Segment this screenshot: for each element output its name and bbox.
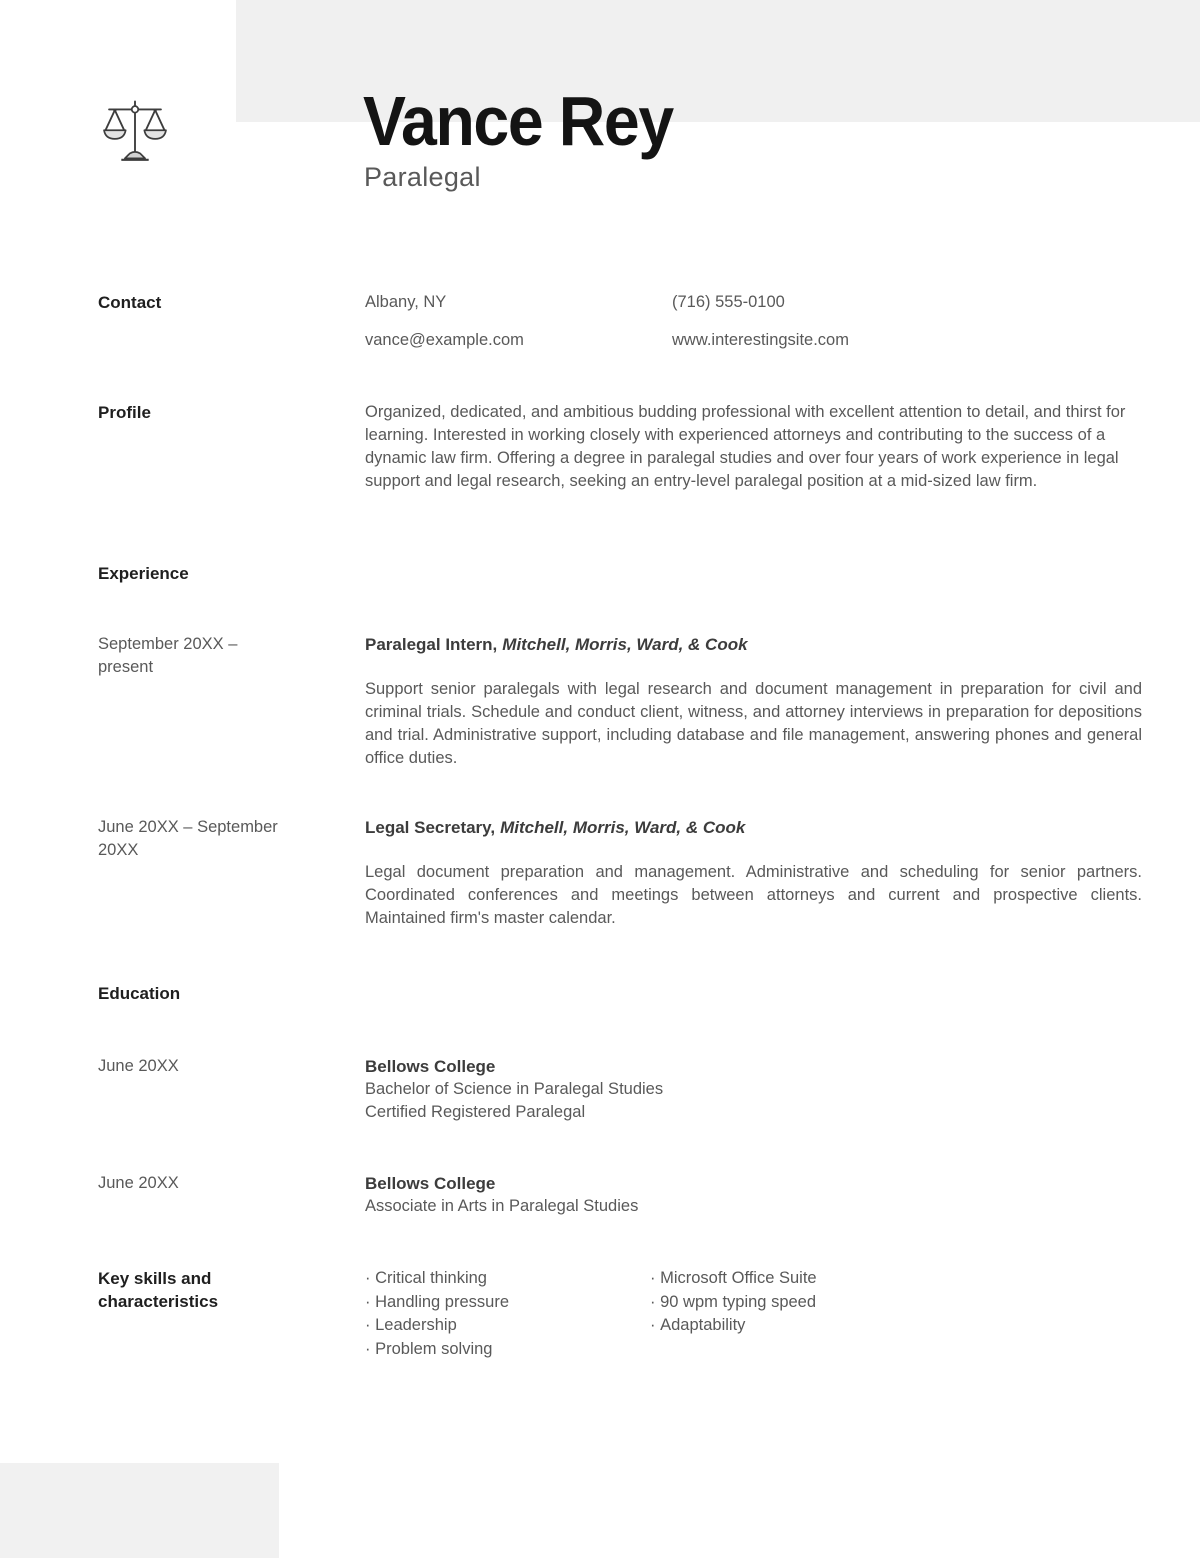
education-section-label: Education [98,984,181,1003]
experience-entry [98,633,1142,770]
profile-section-label: Profile [98,403,151,422]
job-role: Legal Secretary, [365,818,496,837]
skill-item: · Problem solving [365,1338,650,1362]
education-school: Bellows College [365,1174,496,1193]
skills-list-column-1 [365,1267,650,1361]
profile-section [98,401,1142,493]
skills-section-label: Key skills and characteristics [98,1269,219,1311]
education-entry [98,1055,1142,1124]
job-dates: June 20XX – September 20XX [98,818,278,859]
job-description: Support senior paralegals with legal research and document management in preparation for civil and criminal trials. Schedule and conduct client, witness, and attorney interviews in preparation for depositions and trial. Administrative support, including database and file management, answering phones and general office duties. [365,680,1142,767]
profile-summary: Organized, dedicated, and ambitious budding professional with excellent attention to detail, and thirst for learning. Interested in working closely with experienced attorneys and contributing to the success of a dynamic law firm. Offering a degree in paralegal studies and over four years of work experience in legal support and legal research, seeking an entry-level paralegal position at a mid-sized law firm. [365,403,1126,490]
education-date: June 20XX [98,1174,179,1192]
contact-email: vance@example.com [365,331,524,349]
education-degree: Bachelor of Science in Paralegal Studies [365,1080,664,1098]
experience-section-label: Experience [98,564,189,583]
education-degree: Associate in Arts in Paralegal Studies [365,1197,639,1215]
job-company: Mitchell, Morris, Ward, & Cook [500,818,746,837]
job-role: Paralegal Intern, [365,635,498,654]
experience-section-header [98,562,1142,585]
skills-section [98,1267,1142,1361]
contact-section [98,291,1142,352]
skill-item: · Leadership [365,1314,650,1338]
job-title [365,816,1142,839]
contact-section-label: Contact [98,293,162,312]
education-section-header [98,982,1142,1005]
skill-item: · Microsoft Office Suite [650,1267,1142,1291]
footer-accent-band [0,1463,279,1558]
skills-list-column-2 [650,1267,1142,1361]
skill-item: · Adaptability [650,1314,1142,1338]
contact-website: www.interestingsite.com [672,331,849,349]
education-date: June 20XX [98,1057,179,1075]
scales-of-justice-icon [99,94,171,168]
education-school: Bellows College [365,1057,496,1076]
education-certification: Certified Registered Paralegal [365,1103,586,1121]
education-entry [98,1172,1142,1218]
contact-location: Albany, NY [365,293,447,311]
job-title [365,633,1142,656]
job-company: Mitchell, Morris, Ward, & Cook [502,635,748,654]
experience-entry [98,816,1142,930]
job-dates: September 20XX – present [98,635,238,676]
candidate-job-title: Paralegal [364,162,481,192]
skill-item: · Critical thinking [365,1267,650,1291]
contact-phone: (716) 555-0100 [672,293,785,311]
skill-item: · 90 wpm typing speed [650,1291,1142,1315]
job-description: Legal document preparation and management. Administrative and scheduling for senior partners. Coordinated conferences and meetings between attorneys and current and prospective clients. Maintained firm's master calendar. [365,863,1142,927]
skill-item: · Handling pressure [365,1291,650,1315]
candidate-name: Vance Rey [363,82,673,160]
